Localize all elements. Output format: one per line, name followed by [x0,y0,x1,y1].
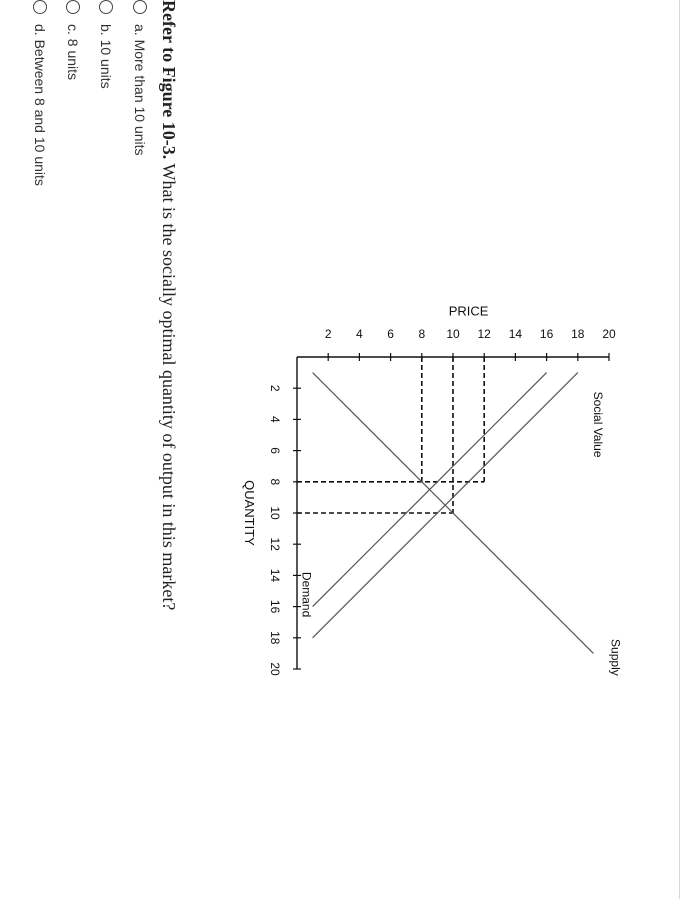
y-tick-label: 12 [477,327,491,342]
x-axis-title: QUANTITY [242,480,257,546]
supply-label: Supply [608,639,623,676]
radio-option-d[interactable] [33,0,47,14]
x-tick-label: 12 [268,537,282,551]
option-b[interactable] [95,0,117,89]
question-body: What is the socially optimal quantity of output in this market? [159,163,179,611]
x-tick-label: 18 [268,631,282,645]
radio-option-c[interactable] [66,0,80,14]
radio-option-b[interactable] [99,0,113,14]
option-c-label: c. 8 units [65,24,81,81]
x-tick-label: 6 [268,447,282,454]
x-tick-label: 8 [268,478,282,486]
option-d-label: d. Between 8 and 10 units [32,24,48,186]
y-tick-label: 18 [571,327,585,342]
question-reference: Refer to Figure 10-3. [159,0,179,160]
x-tick-label: 10 [268,506,282,520]
y-tick-label: 8 [418,327,426,342]
option-d[interactable] [29,0,51,186]
y-tick-label: 14 [508,327,523,342]
x-tick-label: 2 [268,384,282,392]
chart-labels [242,303,622,676]
y-tick-label: 20 [602,327,616,342]
radio-option-a[interactable] [133,0,147,14]
y-tick-label: 2 [324,327,332,342]
x-tick-label: 14 [268,568,282,583]
y-axis-title: PRICE [448,303,489,319]
y-tick-label: 4 [356,327,363,342]
chart-reference-lines [297,357,484,513]
x-tick-label: 16 [268,599,282,614]
y-tick-label: 10 [446,327,460,342]
option-a[interactable] [129,0,151,156]
option-b-label: b. 10 units [98,24,114,89]
x-tick-label: 20 [268,662,282,676]
y-tick-label: 16 [539,327,554,342]
demand-label: Demand [299,571,314,618]
option-a-label: a. More than 10 units [132,24,148,156]
x-tick-label: 4 [268,416,282,423]
option-c[interactable] [62,0,84,80]
social-value-label: Social Value [590,391,605,458]
question-text [158,0,180,880]
y-tick-label: 6 [387,327,394,342]
